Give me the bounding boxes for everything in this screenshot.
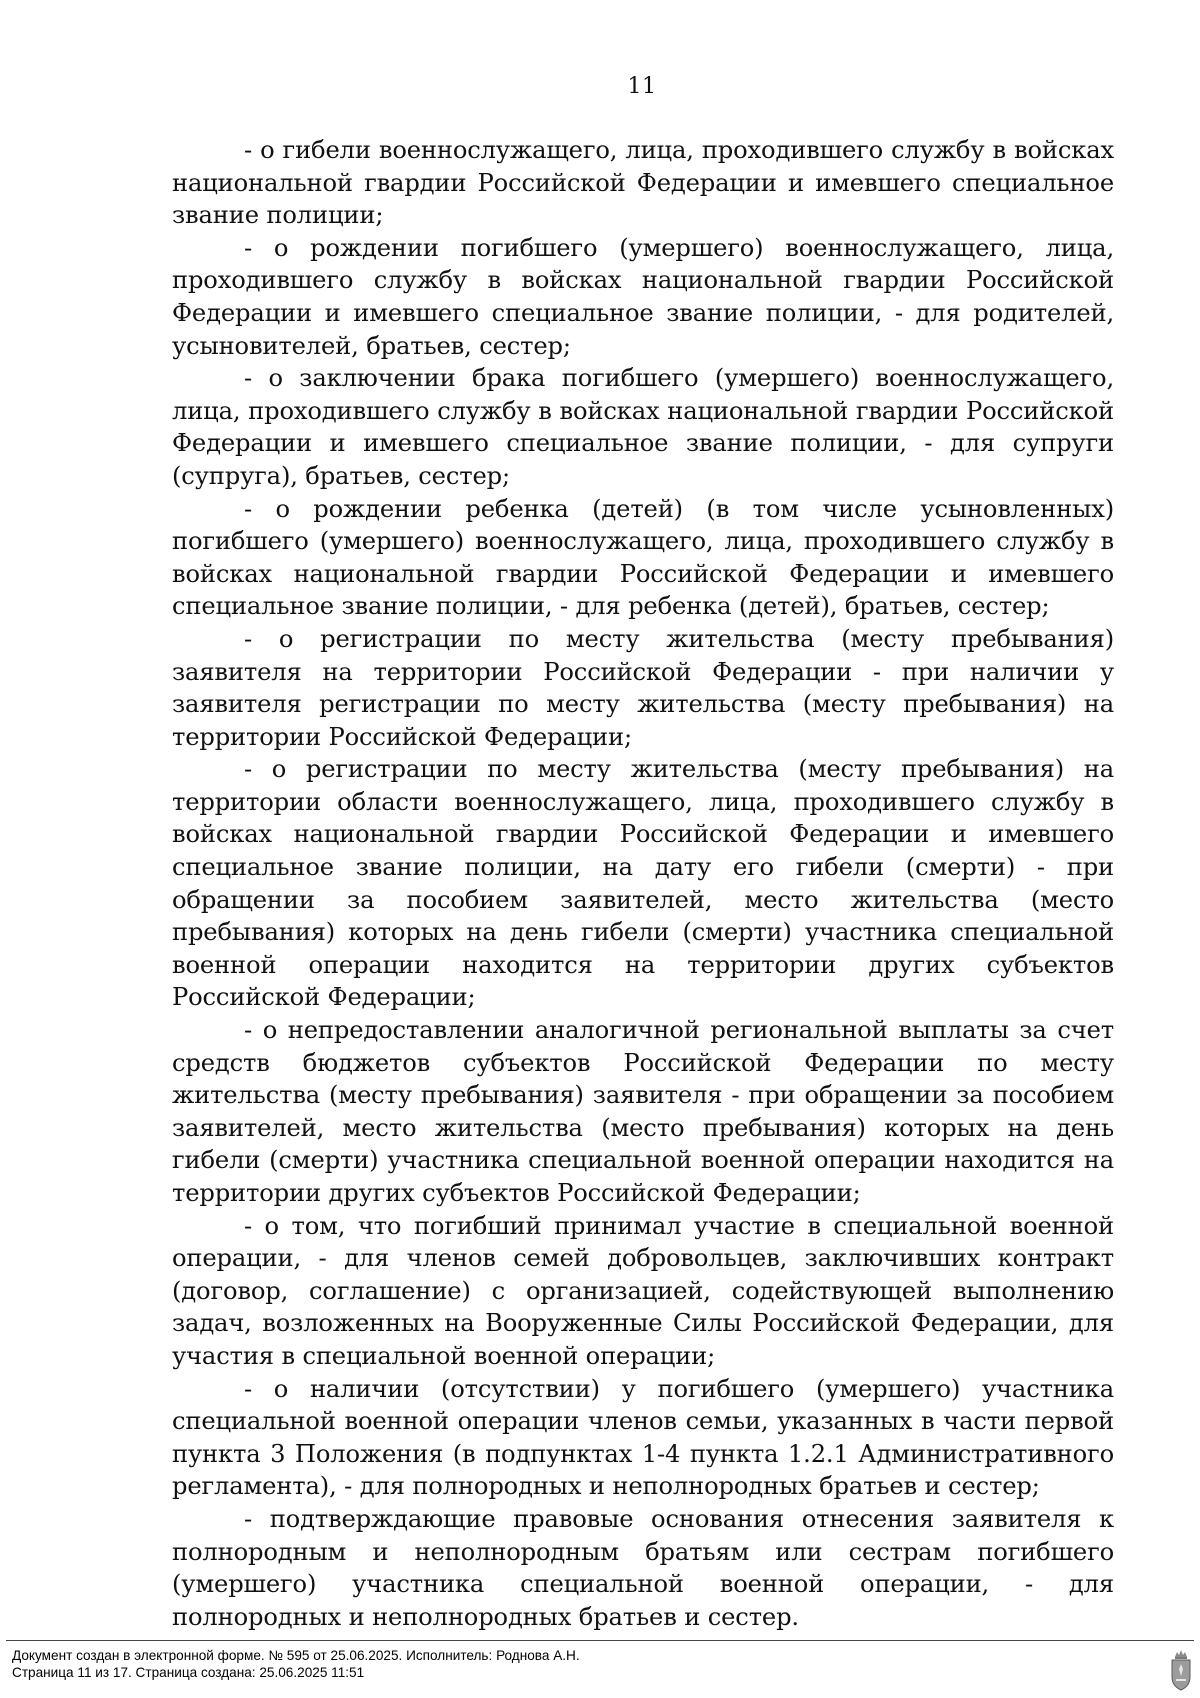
list-item: - о том, что погибший принимал участие в специальной военной операции, - для членов семей добровольцев, заключивших контракт (договор, соглашение) с организацией, содействующей выполнению задач, возложенных на Вооруженные Силы Российской Федерации, для участия в специальной военной операции;	[172, 1211, 1114, 1370]
page-number: 11	[627, 74, 657, 99]
list-item: - подтверждающие правовые основания отнесения заявителя к полнородным и неполнородным братьям или сестрам погибшего (умершего) участника специальной военной операции, - для полнородных и неполнородных братьев и сестер.	[172, 1504, 1114, 1631]
list-item: - о наличии (отсутствии) у погибшего (умершего) участника специальной военной операции членов семьи, указанных в части первой пункта 3 Положения (в подпунктах 1-4 пункта 1.2.1 Административного регламента), - для полнородных и неполнородных братьев и сестер;	[172, 1374, 1114, 1501]
footer-divider	[6, 1640, 1194, 1641]
list-item: - о непредоставлении аналогичной региональной выплаты за счет средств бюджетов субъектов Российской Федерации по месту жительства (месту пребывания) заявителя - при обращении за пособием заявителей, место жительства (место пребывания) которых на день гибели (смерти) участника специальной военной операции находится на территории других субъектов Российской Федерации;	[172, 1016, 1114, 1207]
list-item: - о регистрации по месту жительства (месту пребывания) заявителя на территории Российской Федерации - при наличии у заявителя регистрации по месту жительства (месту пребывания) на территории Российской Федерации;	[172, 624, 1114, 751]
list-item: - о рождении ребенка (детей) (в том числе усыновленных) погибшего (умершего) военнослужащего, лица, проходившего службу в войсках национальной гвардии Российской Федерации и имевшего специальное звание полиции, - для ребенка (детей), братьев, сестер;	[172, 494, 1114, 621]
footer-document-info: Документ создан в электронной форме. № 595 от 25.06.2025. Исполнитель: Роднова А.Н.	[12, 1648, 580, 1663]
list-item: - о заключении брака погибшего (умершего) военнослужащего, лица, проходившего службу в войсках национальной гвардии Российской Федерации и имевшего специальное звание полиции, - для супруги (супруга), братьев, сестер;	[172, 364, 1114, 490]
list-item: - о регистрации по месту жительства (месту пребывания) на территории области военнослужащего, лица, проходившего службу в войсках национальной гвардии Российской Федерации и имевшего специальное звание полиции, на дату его гибели (смерти) - при обращении за пособием заявителей, место жительства (место пребывания) которых на день гибели (смерти) участника специальной военной операции находится на территории других субъектов Российской Федерации;	[172, 755, 1114, 1012]
list-item: - о рождении погибшего (умершего) военнослужащего, лица, проходившего службу в войсках национальной гвардии Российской Федерации и имевшего специальное звание полиции, - для родителей, усыновителей, братьев, сестер;	[172, 233, 1114, 360]
list-item: - о гибели военнослужащего, лица, проходившего службу в войсках национальной гвардии Российской Федерации и имевшего специальное звание полиции;	[172, 136, 1114, 230]
coat-of-arms-icon	[1169, 1649, 1193, 1691]
footer-page-info: Страница 11 из 17. Страница создана: 25.06.2025 11:51	[12, 1665, 365, 1680]
document-body	[172, 134, 1114, 1633]
document-footer	[12, 1647, 580, 1681]
